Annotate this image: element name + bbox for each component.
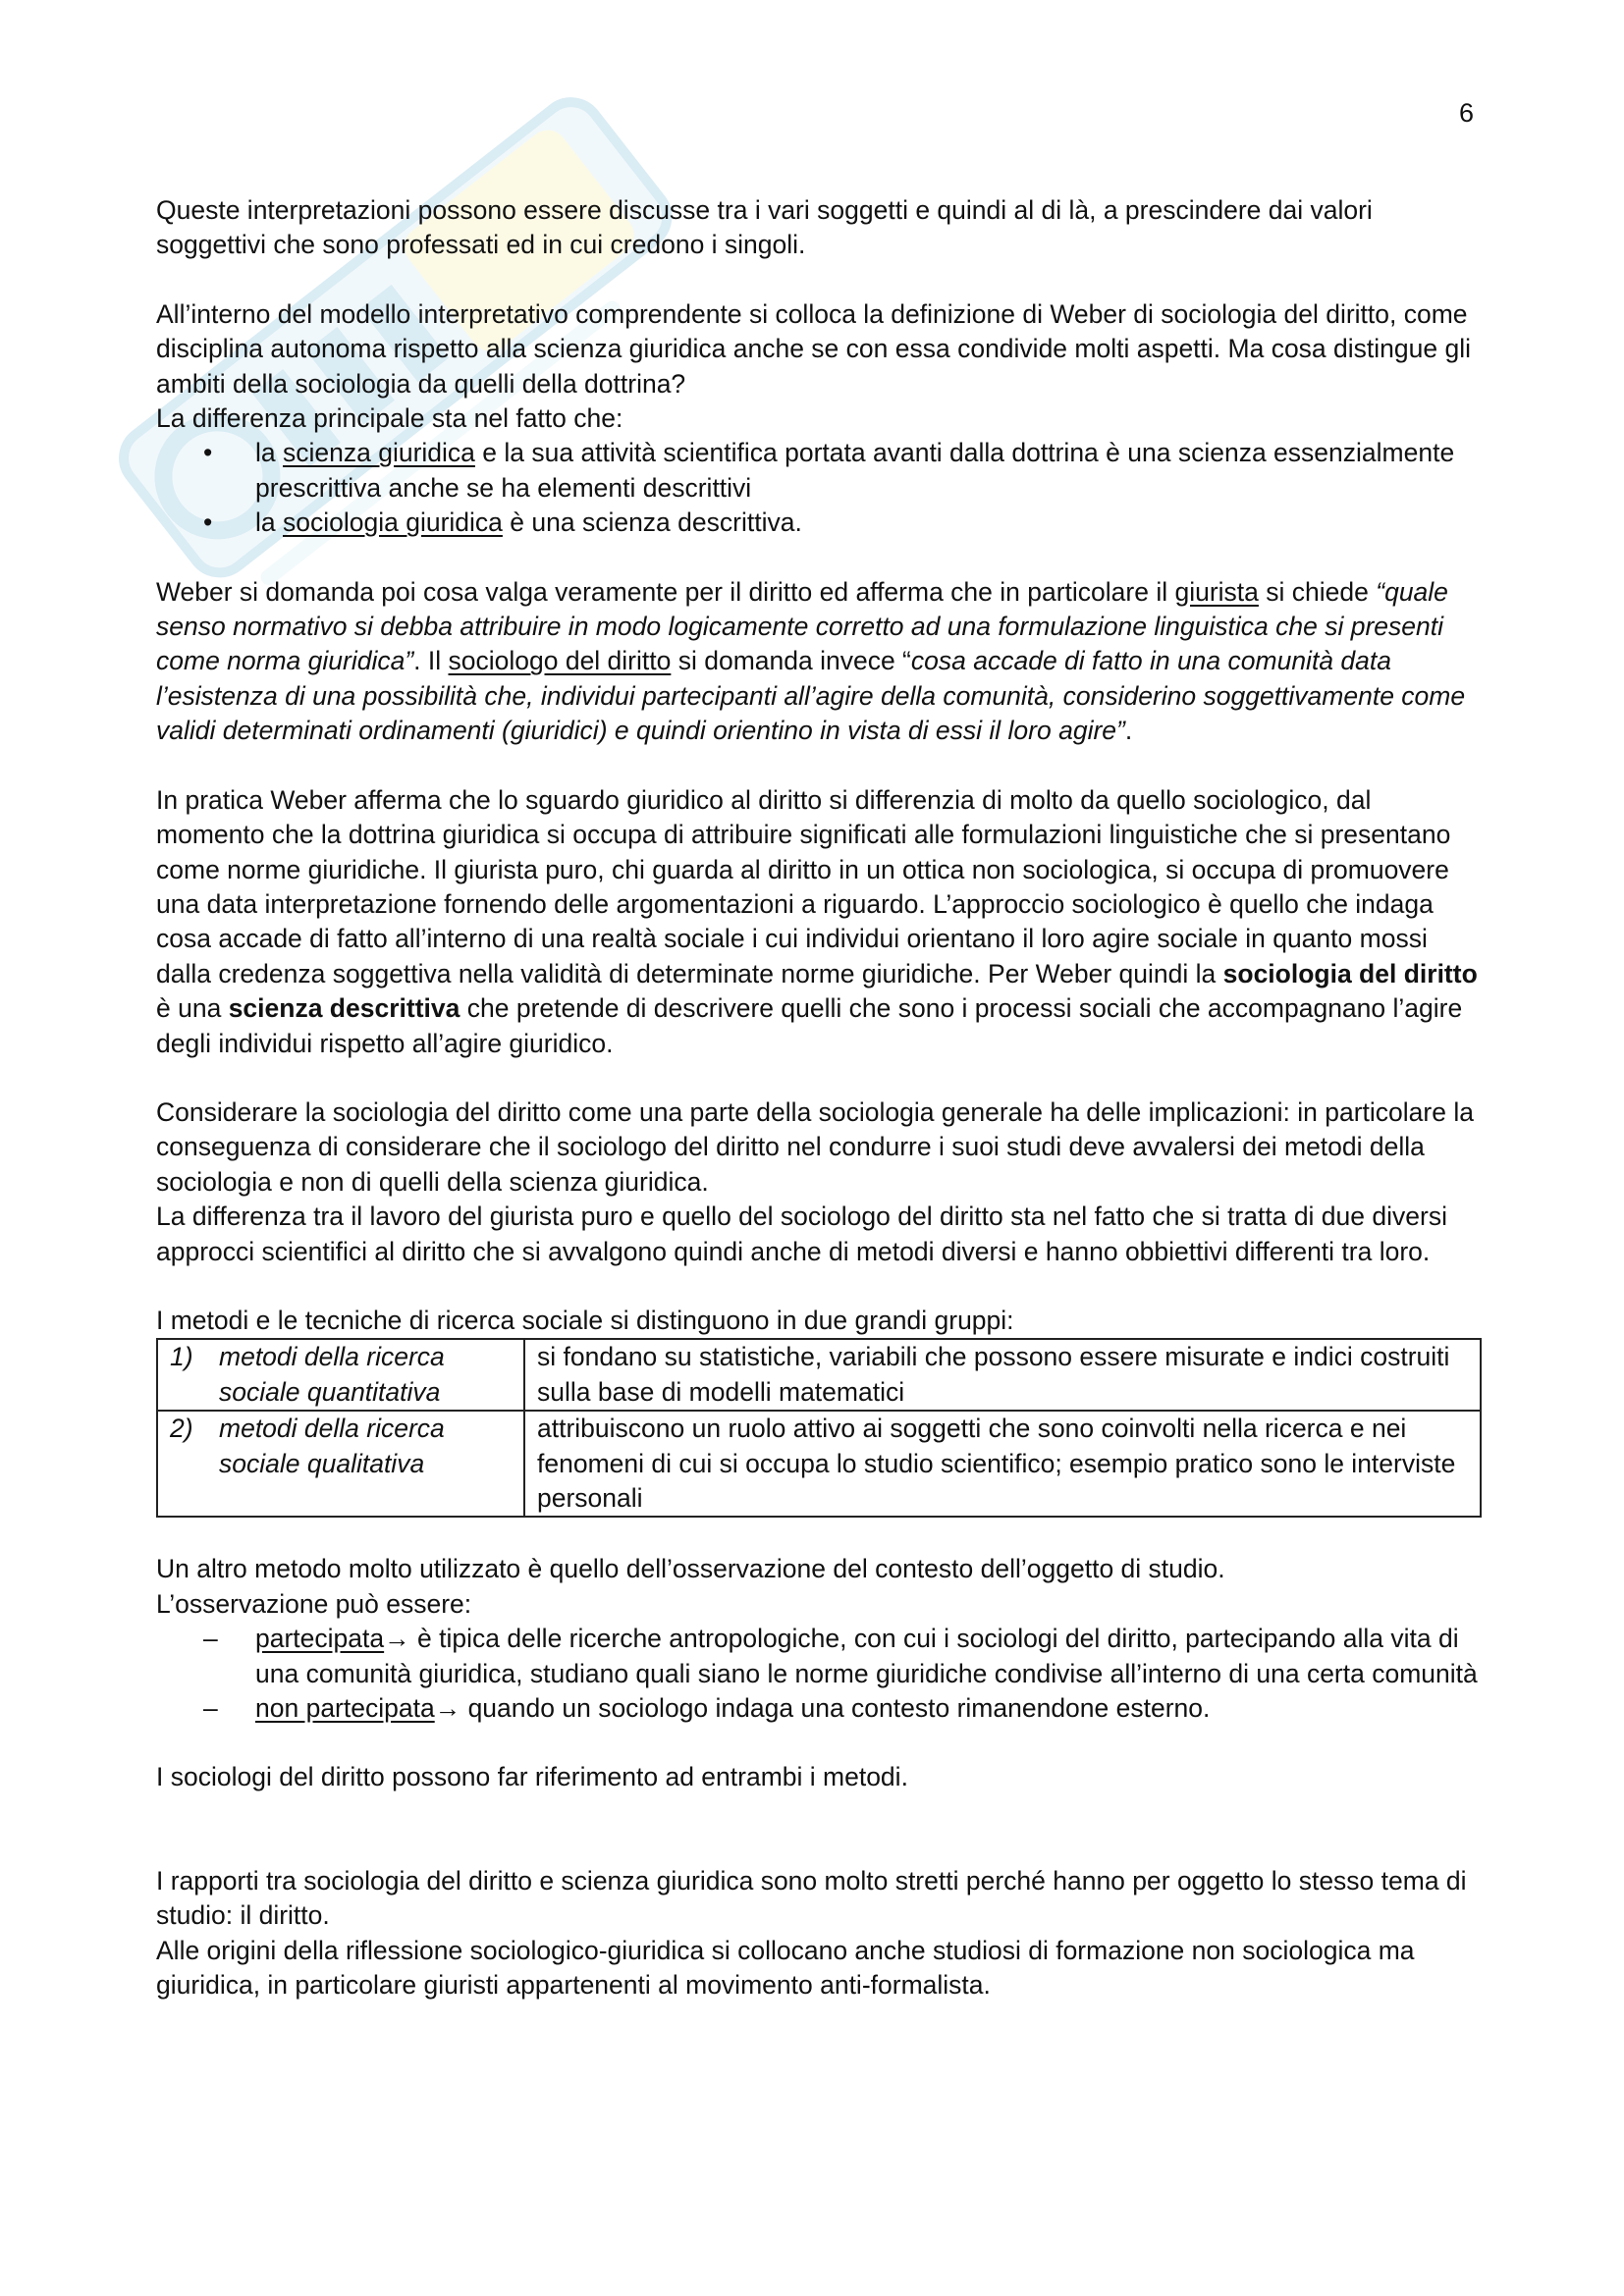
bullet-list (156, 436, 1482, 540)
methods-table (156, 1338, 1482, 1518)
paragraph: I metodi e le tecniche di ricerca sociale si distinguono in due grandi gruppi: (156, 1305, 1014, 1335)
underlined-term: partecipata (255, 1624, 385, 1654)
page-content (156, 193, 1482, 2002)
table-row (157, 1339, 1481, 1411)
bullet-icon: • (203, 438, 213, 468)
paragraph: I sociologi del diritto possono far riferimento ad entrambi i metodi. (156, 1762, 908, 1792)
underlined-term: sociologo del diritto (448, 646, 672, 676)
underlined-term: scienza giuridica (283, 438, 475, 468)
dash-icon: – (203, 1693, 218, 1724)
dash-list (156, 1622, 1482, 1726)
table-cell-description: attribuiscono un ruolo attivo ai soggetti che sono coinvolti nella ricerca e nei fenomeni di cui si occupa lo studio scientifico; esempio pratico sono le interviste personali (524, 1411, 1481, 1517)
bullet-icon: • (203, 507, 213, 538)
table-cell-label: 1) metodi della ricerca sociale quantitativa (157, 1339, 524, 1411)
paragraph: Weber si domanda poi cosa valga veramente per il diritto ed afferma che in particolare il giurista si chiede “quale senso normativo si debba attribuire in modo logicamente corretto ad una formulazione linguistica che si presenti come norma giuridica”. Il sociologo del diritto si domanda invece “cosa accade di fatto in una comunità data l’esistenza di una possibilità che, individui partecipanti all’agire della comunità, considerino soggettivamente come validi determinati ordinamenti (giuridici) e quindi orientino in vista di essi il loro agire”. (156, 576, 1466, 746)
paragraph: Queste interpretazioni possono essere discusse tra i vari soggetti e quindi al di là, a prescindere dai valori soggettivi che sono professati ed in cui credono i singoli. (156, 195, 1373, 260)
list-item: • la scienza giuridica e la sua attività scientifica portata avanti dalla dottrina è una scienza essenzialmente prescrittiva anche se ha elementi descrittivi (203, 438, 1455, 503)
paragraph: All’interno del modello interpretativo comprendente si colloca la definizione di Weber di sociologia del diritto, come disciplina autonoma rispetto alla scienza giuridica anche se con essa condivide molti aspetti. Ma cosa distingue gli ambiti della sociologia da quelli della dottrina? (156, 298, 1471, 399)
bold-term: sociologia del diritto (1222, 958, 1478, 988)
table-cell-description: si fondano su statistiche, variabili che possono essere misurate e indici costruiti sulla base di modelli matematici (524, 1339, 1481, 1411)
list-item: – non partecipata→ quando un sociologo indaga una contesto rimanendone esterno. (156, 1691, 1482, 1726)
quote: “quale senso normativo si debba attribuire in modo logicamente corretto ad una formulazione linguistica che si presenti come norma giuridica” (156, 576, 1448, 676)
page-number: 6 (1459, 98, 1475, 128)
underlined-term: giurista (1174, 576, 1259, 607)
list-item: • la sociologia giuridica è una scienza descrittiva. (156, 506, 1482, 540)
paragraph: In pratica Weber afferma che lo sguardo giuridico al diritto si differenzia di molto da quello sociologico, dal momento che la dottrina giuridica si occupa di attribuire significati alle formulazioni linguistiche che si presentano come norme giuridiche. Il giurista puro, chi guarda al diritto in un ottica non sociologica, si occupa di promuovere una data interpretazione fornendo delle argomentazioni a riguardo. L’approccio sociologico è quello che indaga cosa accade di fatto all’interno di una realtà sociale i cui individui orientano il loro agire sociale in quanto mossi dalla credenza soggettiva nella validità di determinate norme giuridiche. Per Weber quindi la sociologia del diritto è una scienza descrittiva che pretende di descrivere quelli che sono i processi sociali che accompagnano l’agire degli individui rispetto all’agire giuridico. (156, 784, 1478, 1058)
paragraph: Considerare la sociologia del diritto come una parte della sociologia generale ha delle implicazioni: in particolare la conseguenza di considerare che il sociologo del diritto nel condurre i suoi studi deve avvalersi dei metodi della sociologia e non di quelli della scienza giuridica. (156, 1096, 1474, 1197)
bold-term: scienza descrittiva (228, 993, 460, 1024)
paragraph: I rapporti tra sociologia del diritto e scienza giuridica sono molto stretti perché hanno per oggetto lo stesso tema di studio: il diritto. (156, 1865, 1467, 1931)
table-cell-label: 2) metodi della ricerca sociale qualitativa (157, 1411, 524, 1517)
underlined-term: non partecipata (255, 1693, 435, 1724)
table-row (157, 1411, 1481, 1517)
paragraph: L’osservazione può essere: (156, 1588, 472, 1619)
quote: cosa accade di fatto in una comunità data l’esistenza di una possibilità che, individui partecipanti all’agire della comunità, considerino soggettivamente come validi determinati ordinamenti (giuridici) e quindi orientino in vista di essi il loro agire” (156, 646, 1466, 746)
paragraph: Un altro metodo molto utilizzato è quello dell’osservazione del contesto dell’oggetto di studio. (156, 1554, 1225, 1584)
paragraph: La differenza principale sta nel fatto che: (156, 403, 623, 434)
underlined-term: sociologia giuridica (283, 507, 503, 538)
paragraph: La differenza tra il lavoro del giurista puro e quello del sociologo del diritto sta nel fatto che si tratta di due diversi approcci scientifici al diritto che si avvalgono quindi anche di metodi diversi e hanno obbiettivi differenti tra loro. (156, 1201, 1447, 1266)
dash-icon: – (203, 1624, 218, 1654)
paragraph: Alle origini della riflessione sociologico-giuridica si collocano anche studiosi di formazione non sociologica ma giuridica, in particolare giuristi appartenenti al movimento anti-formalista. (156, 1935, 1415, 2001)
list-item: – partecipata→ è tipica delle ricerche antropologiche, con cui i sociologi del diritto, partecipando alla vita di una comunità giuridica, studiano quali siano le norme giuridiche condivise all’interno di una certa comunità (203, 1624, 1478, 1688)
